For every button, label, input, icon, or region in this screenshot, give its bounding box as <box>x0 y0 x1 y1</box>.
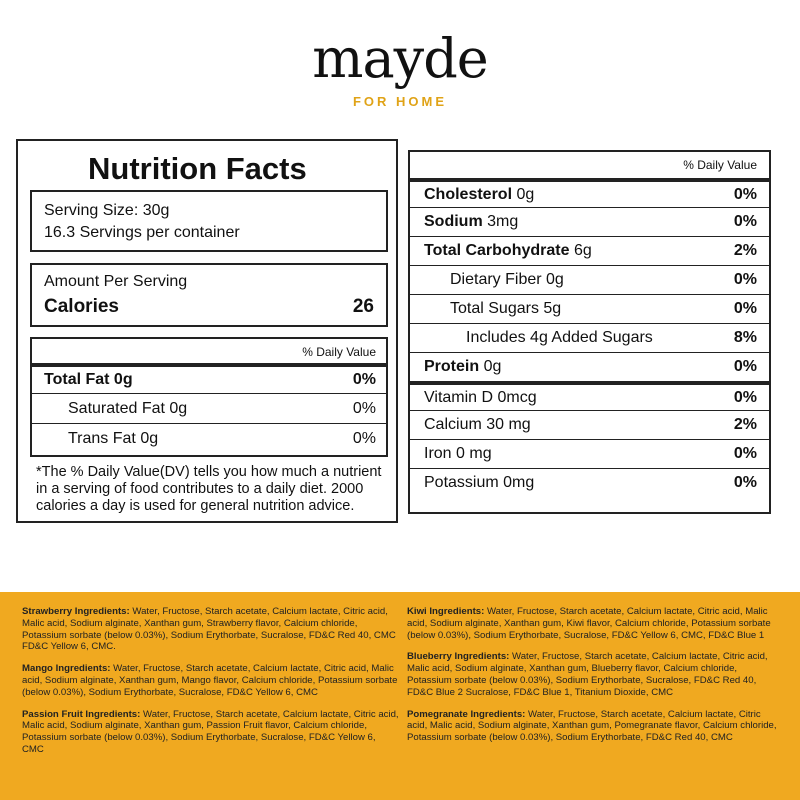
ingredient-item: Strawberry Ingredients: Water, Fructose, Starch acetate, Calcium lactate, Citric acid, Malic acid, Sodium alginate, Xanthan gum, Strawberry flavor, Calcium chloride, Potassium sorbate (below 0.03%), Sodium Erythorbate, Sucralose, FD&C Red 40, CMC FD&C Yellow 6, CMC. <box>22 606 396 653</box>
nutrient-label: Potassium 0mg <box>424 474 535 491</box>
total-sugars-row <box>410 294 769 323</box>
brand-logo: mayde <box>312 27 488 90</box>
amount-per-serving: Amount Per Serving <box>44 273 188 290</box>
ingredient-item: Pomegranate Ingredients: Water, Fructose, Starch acetate, Calcium lactate, Citric acid, Malic acid, Sodium alginate, Xanthan gum, Pomegranate flavor, Calcium chloride, Potassium sorbate (below 0.03%), Sodium Erythorbate, FD&C Red 40, CMC <box>407 708 777 744</box>
nutrient-value: 0% <box>352 399 376 417</box>
nutrient-label: Protein 0g <box>424 358 502 375</box>
daily-value-header: % Daily Value <box>302 345 376 359</box>
nutrient-value: 0% <box>733 445 757 462</box>
nutrient-value: 2% <box>733 242 757 259</box>
nutrient-value: 0% <box>733 300 757 317</box>
nutrient-label: Dietary Fiber 0g <box>450 271 564 288</box>
cholesterol-row <box>410 178 769 207</box>
calorie-box <box>30 263 388 327</box>
nutrient-value: 0% <box>733 474 757 491</box>
ingredient-item: Blueberry Ingredients: Water, Fructose, Starch acetate, Calcium lactate, Citric acid, Malic acid, Sodium alginate, Xanthan gum, Blueberry flavor, Calcium chloride, Potassium sorbate (below 0.03%), Sodium Erythorbate, Sucralose, FD&C Red 40, FD&C Blue 2 Sucralose, FD&C Blue 1, Titanium Dioxide, CMC <box>407 651 768 698</box>
ingredient-item: Mango Ingredients: Water, Fructose, Starch acetate, Calcium lactate, Citric acid, Malic acid, Sodium alginate, Xanthan gum, Mango flavor, Calcium chloride, Potassium sorbate (below 0.03%), Sodium Erythorbate, Sucralose, FD&C Yellow 6, CMC <box>22 663 398 698</box>
nutrient-label: Trans Fat 0g <box>68 429 159 447</box>
added-sugars-row <box>410 323 769 352</box>
ingredients-section <box>0 592 800 800</box>
ingredients-column-right <box>407 606 782 754</box>
nutrient-value: 0% <box>733 358 757 375</box>
nutrient-label: Cholesterol 0g <box>424 185 535 203</box>
total-fat-row <box>32 363 386 393</box>
nutrient-label: Iron 0 mg <box>424 445 492 462</box>
ingredient-item: Kiwi Ingredients: Water, Fructose, Starch acetate, Calcium lactate, Citric acid, Malic acid, Sodium alginate, Xanthan gum, Kiwi flavor, Calcium chloride, Potassium sorbate (below 0.03%), Sodium Erythorbate, Sucralose, FD&C Yellow 6, CMC, FD&C Blue 1 <box>407 606 771 641</box>
iron-row <box>410 439 769 468</box>
nutrient-label: Sodium 3mg <box>424 213 519 230</box>
calcium-row <box>410 410 769 439</box>
nutrient-value: 0% <box>733 185 757 203</box>
saturated-fat-row <box>32 393 386 423</box>
protein-row <box>410 352 769 381</box>
nutrient-value: 0% <box>733 213 757 230</box>
fat-box <box>30 337 388 457</box>
dietary-fiber-row <box>410 265 769 294</box>
nutrient-value: 8% <box>733 329 757 346</box>
nutrient-label: Saturated Fat 0g <box>68 399 188 417</box>
nutrition-facts-title: Nutrition Facts <box>88 151 307 186</box>
sodium-row <box>410 207 769 236</box>
servings-per-container: 16.3 Servings per container <box>44 224 240 241</box>
nutrient-value: 0% <box>352 429 376 447</box>
brand-header <box>0 28 800 109</box>
serving-size: Serving Size: 30g <box>44 202 170 219</box>
calories-row <box>44 296 374 318</box>
nutrient-label: Total Fat 0g <box>44 371 133 388</box>
nutrient-value: 0% <box>352 371 376 388</box>
nutrient-label: Calcium 30 mg <box>424 416 531 433</box>
vitamin-d-row <box>410 381 769 410</box>
nutrient-value: 2% <box>733 416 757 433</box>
nutrient-label: Total Sugars 5g <box>450 300 562 317</box>
carbohydrate-row <box>410 236 769 265</box>
nutrient-value: 0% <box>733 271 757 288</box>
nutrition-facts-panel <box>16 139 398 523</box>
nutrients-panel <box>408 150 771 514</box>
nutrient-label: Vitamin D 0mcg <box>424 388 537 406</box>
calories-value: 26 <box>352 296 374 317</box>
nutrient-label: Total Carbohydrate 6g <box>424 242 592 259</box>
serving-box <box>30 190 388 252</box>
nutrient-label: Includes 4g Added Sugars <box>466 329 653 346</box>
daily-value-header: % Daily Value <box>683 158 757 172</box>
calories-label: Calories <box>44 296 119 317</box>
brand-tagline: FOR HOME <box>352 94 448 109</box>
daily-value-footnote: *The % Daily Value(DV) tells you how much a nutrient in a serving of food contributes to a daily diet. 2000 calories a day is used for general nutrition advice. <box>36 464 382 514</box>
ingredient-item: Passion Fruit Ingredients: Water, Fructose, Starch acetate, Calcium lactate, Citric acid, Malic acid, Sodium alginate, Xanthan gum, Passion Fruit flavor, Calcium chloride, Potassium sorbate (below 0.03%), Sodium Erythorbate, Sucralose, FD&C Yellow 6, CMC <box>22 708 399 755</box>
trans-fat-row <box>32 423 386 453</box>
potassium-row <box>410 468 769 497</box>
nutrient-value: 0% <box>733 388 757 406</box>
ingredients-column-left <box>22 606 400 766</box>
